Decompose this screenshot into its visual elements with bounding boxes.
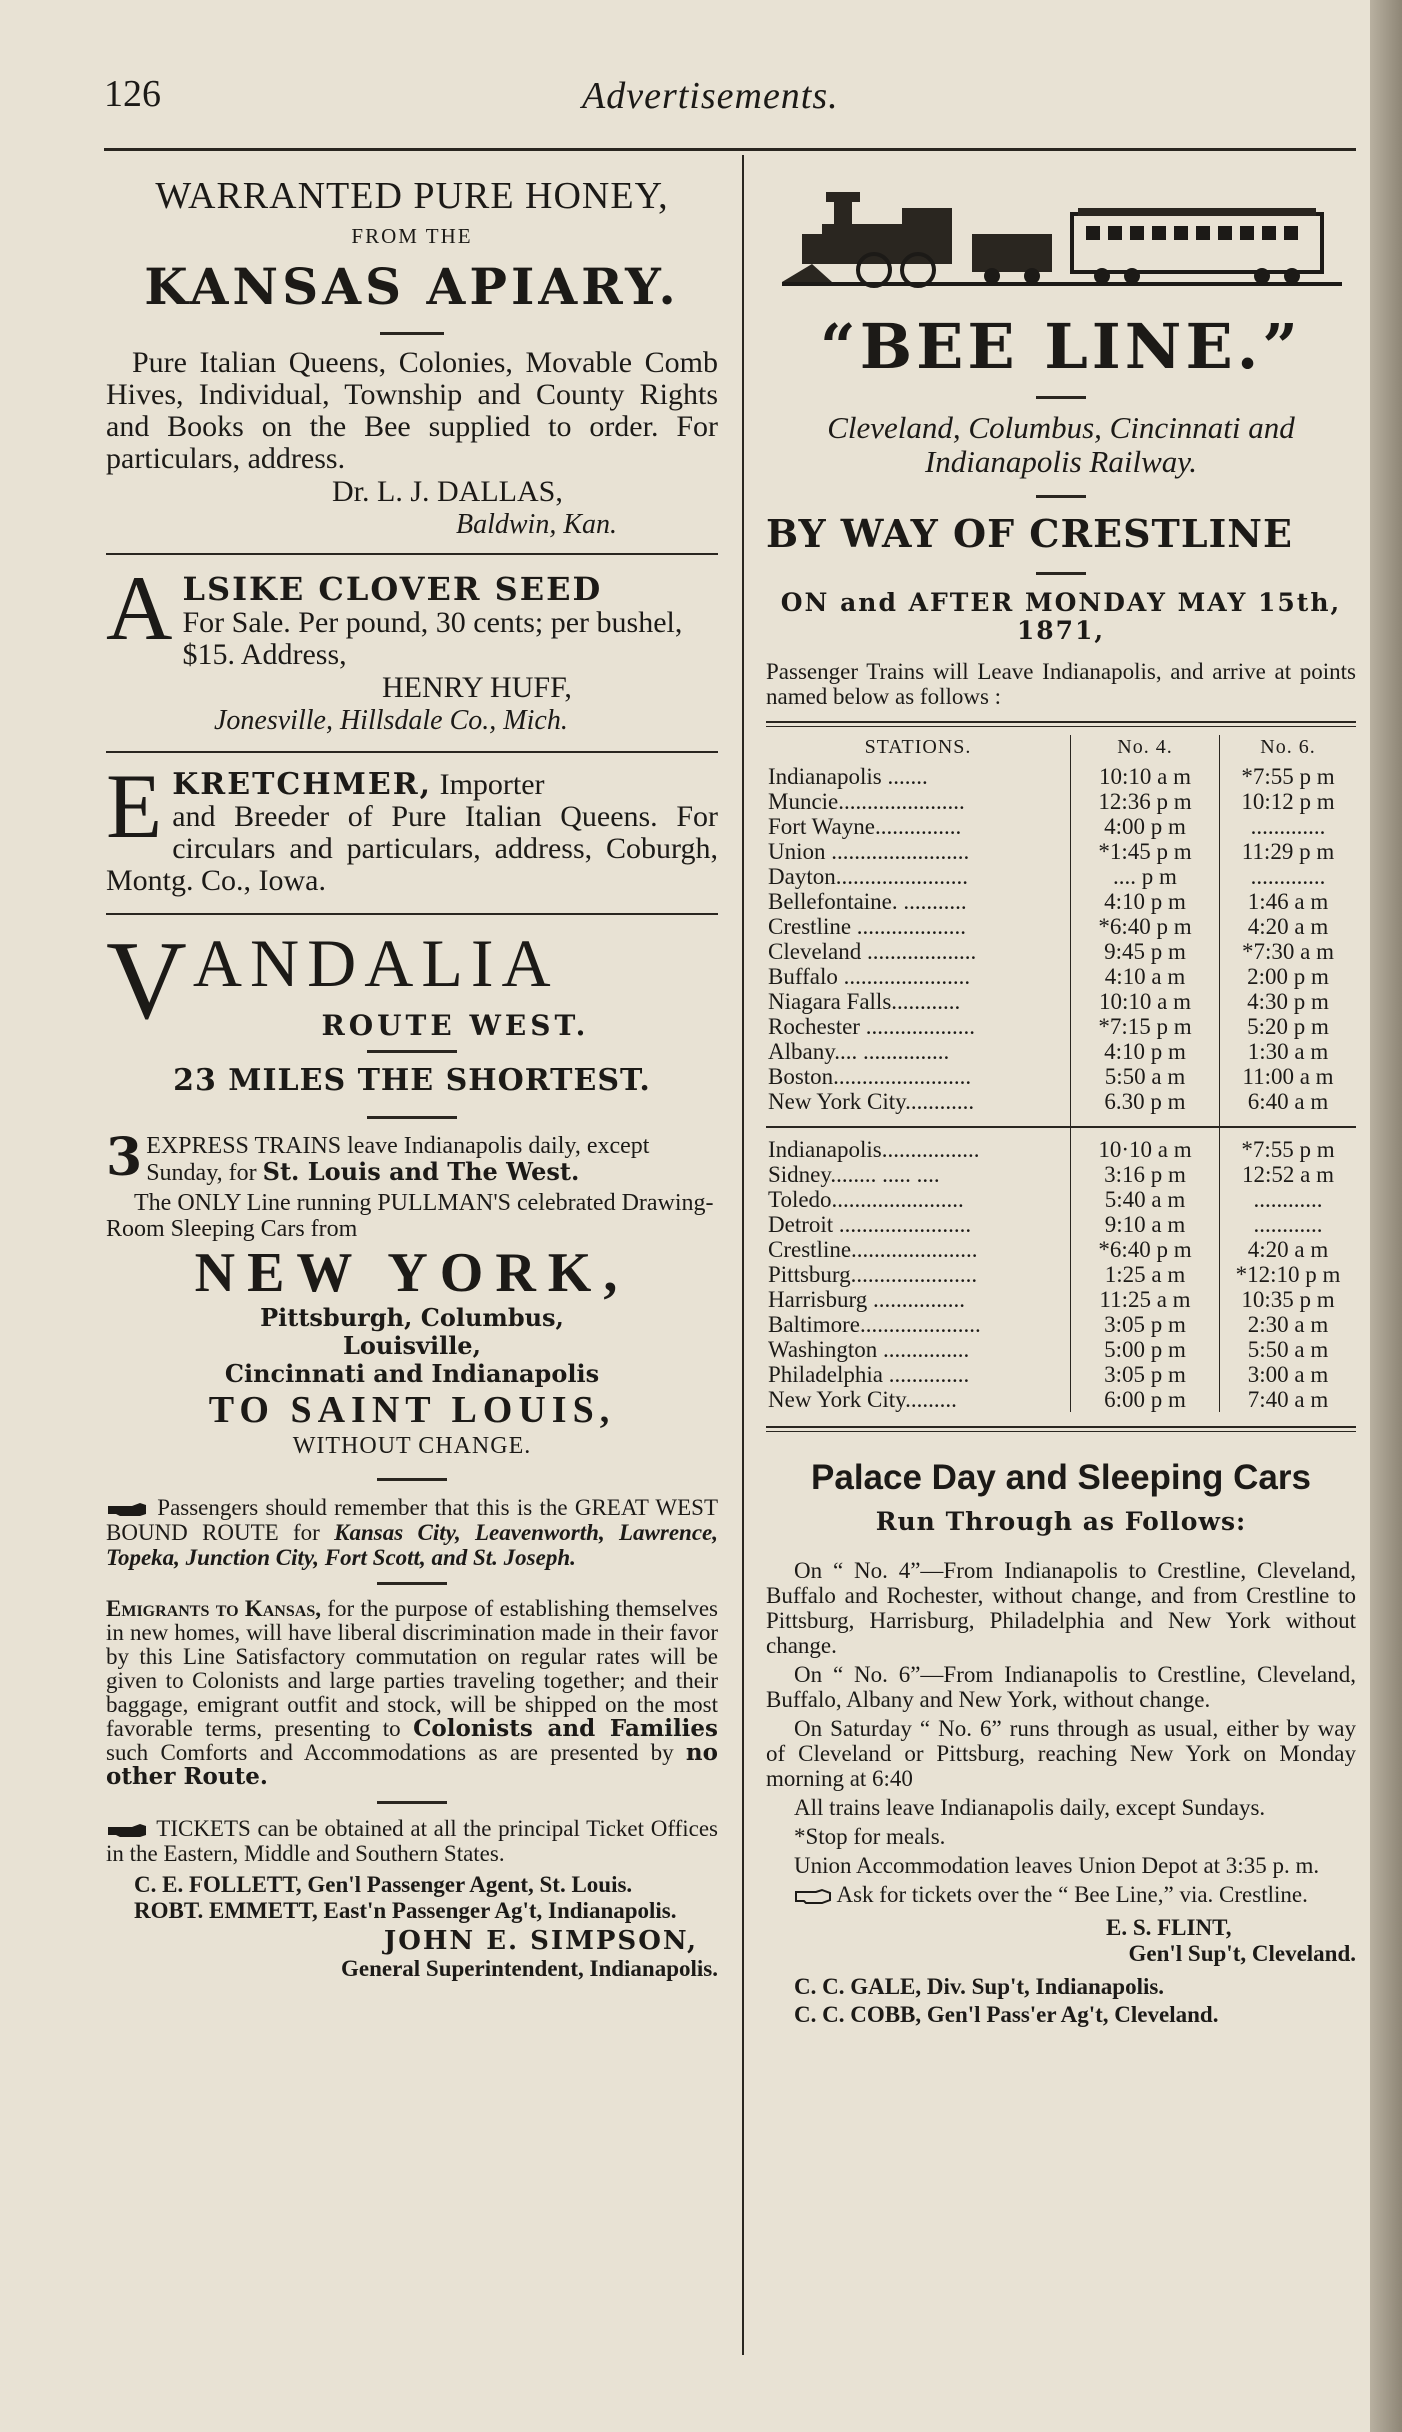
timetable-row — [766, 1312, 1356, 1337]
locomotive-illustration — [782, 178, 1356, 306]
pointing-hand-icon — [794, 1888, 832, 1906]
timetable-row — [766, 1014, 1356, 1039]
express-destination: St. Louis and The West. — [262, 1157, 580, 1186]
alsike-ad — [106, 565, 718, 737]
timetable-row — [766, 1137, 1356, 1162]
no6-time-cell: 12:52 a m — [1242, 1162, 1334, 1187]
no6-time-cell: 6:40 a m — [1247, 1089, 1329, 1114]
new-york-headline: NEW YORK, — [194, 1242, 630, 1304]
timetable-row — [766, 1337, 1356, 1362]
short-rule — [377, 1801, 447, 1804]
double-rule — [766, 721, 1356, 727]
no4-time-cell: 3:16 p m — [1071, 1162, 1220, 1187]
emmett-agent: ROBT. EMMETT, East'n Passenger Ag't, Indianapolis. — [134, 1898, 677, 1923]
timetable-row — [766, 814, 1356, 839]
timetable-row — [766, 1162, 1356, 1187]
effective-date: ON and AFTER MONDAY MAY 15th, 1871, — [780, 588, 1342, 645]
page-number: 126 — [104, 73, 161, 115]
no4-time-cell: 11:25 a m — [1071, 1287, 1220, 1312]
alsike-name: HENRY HUFF, — [382, 671, 572, 704]
timetable-row — [766, 914, 1356, 939]
express-text: EXPRESS TRAINS leave Indianapolis daily, except Sunday, for — [146, 1133, 650, 1186]
note-no4: On “ No. 4”—From Indianapolis to Crestline, Cleveland, Buffalo and Rochester, without change, and from Crestline to Pittsburg, Harrisburg, Philadelphia and New York without change. — [766, 1558, 1356, 1658]
note-union: Union Accommodation leaves Union Depot at 3:35 p. m. — [794, 1853, 1320, 1878]
no4-time-cell: *7:15 p m — [1071, 1014, 1220, 1039]
vandalia-ad — [106, 925, 718, 1982]
no6-time-cell: 4:30 p m — [1247, 989, 1329, 1014]
vandalia-route-west: ROUTE WEST. — [321, 1009, 590, 1042]
pointing-hand-icon — [106, 1822, 150, 1840]
no6-time-cell: 4:20 a m — [1247, 914, 1329, 939]
timetable-intro: Passenger Trains will Leave Indianapolis, and arrive at points named below as follows : — [766, 659, 1356, 709]
station-cell: Muncie...................... — [766, 789, 1071, 814]
no6-time-cell: ............ — [1253, 1212, 1323, 1237]
station-cell: Indianapolis ....... — [766, 764, 1071, 789]
timetable-row — [766, 1287, 1356, 1312]
passengers-destinations: Kansas City, Leavenworth, Lawrence, Topeka, Junction City, Fort Scott, and St. Joseph. — [106, 1520, 718, 1570]
no4-time-cell: 4:00 p m — [1071, 814, 1220, 839]
timetable-row — [766, 1237, 1356, 1262]
short-rule — [367, 1116, 457, 1119]
express-dropcap: 3 — [106, 1133, 143, 1186]
cities-line-3: Cincinnati and Indianapolis — [224, 1359, 600, 1388]
timetable-row — [766, 1064, 1356, 1089]
short-rule — [377, 1582, 447, 1585]
divider — [106, 553, 718, 555]
timetable-row — [766, 789, 1356, 814]
col-no4: No. 4. — [1071, 735, 1220, 764]
short-rule — [1036, 572, 1086, 575]
emigrants-colonists: Colonists and Families — [413, 1715, 718, 1742]
page-edge — [1370, 0, 1402, 2432]
emigrants-text: for the purpose of establishing themselves in new homes, will have liberal discrimination made in their favor by this Line Satisfactory commutation on regular rates will be given to Colonists and large parties traveling together; and their baggage, emigrant outfit and stock, will be shipped on the most favorable terms, presenting to — [106, 1596, 718, 1741]
no6-time-cell: *12:10 p m — [1235, 1262, 1341, 1287]
station-cell: Detroit ....................... — [766, 1212, 1071, 1237]
timetable — [766, 735, 1356, 1412]
no4-time-cell: 5:40 a m — [1071, 1187, 1220, 1212]
simpson-title: General Superintendent, Indianapolis. — [340, 1956, 718, 1981]
alsike-headline: LSIKE CLOVER SEED — [182, 570, 603, 608]
timetable-row — [766, 1089, 1356, 1114]
timetable-row — [766, 1362, 1356, 1387]
station-cell: Fort Wayne............... — [766, 814, 1071, 839]
station-cell: Crestline...................... — [766, 1237, 1071, 1262]
no4-time-cell: 4:10 p m — [1071, 889, 1220, 914]
simpson-name: JOHN E. SIMPSON, — [383, 1926, 698, 1956]
timetable-row — [766, 839, 1356, 864]
no4-time-cell: *6:40 p m — [1071, 1237, 1220, 1262]
kretchmer-dropcap: E — [106, 763, 163, 857]
timetable-row — [766, 1387, 1356, 1412]
alsike-dropcap: A — [106, 565, 173, 659]
palace-cars-heading: Palace Day and Sleeping Cars — [811, 1458, 1311, 1497]
no4-time-cell: 5:50 a m — [1071, 1064, 1220, 1089]
no6-time-cell: ............ — [1253, 1187, 1323, 1212]
timetable-row — [766, 939, 1356, 964]
without-change: WITHOUT CHANGE. — [292, 1433, 532, 1459]
railway-name: Cleveland, Columbus, Cincinnati and Indianapolis Railway. — [827, 410, 1295, 479]
station-cell: Union ........................ — [766, 839, 1071, 864]
no6-time-cell: 2:30 a m — [1247, 1312, 1329, 1337]
emigrants-lead: Emigrants to Kansas, — [106, 1596, 321, 1621]
station-cell: Indianapolis................. — [766, 1137, 1071, 1162]
note-no6: On “ No. 6”—From Indianapolis to Crestline, Cleveland, Buffalo, Albany and New York, without change. — [766, 1662, 1356, 1712]
honey-body: Pure Italian Queens, Colonies, Movable Comb Hives, Individual, Township and County Rights and Books on the Bee supplied to order. For particulars, address. — [106, 346, 718, 475]
no4-time-cell: 9:10 a m — [1071, 1212, 1220, 1237]
no4-time-cell: 4:10 p m — [1071, 1039, 1220, 1064]
station-cell: Buffalo ...................... — [766, 964, 1071, 989]
right-column — [766, 160, 1356, 2029]
flint-name: E. S. FLINT, — [1106, 1915, 1232, 1940]
station-cell: Harrisburg ................ — [766, 1287, 1071, 1312]
kretchmer-body: and Breeder of Pure Italian Queens. For circulars and particulars, address, Coburgh, Montg. Co., Iowa. — [106, 800, 718, 897]
no6-time-cell: *7:30 a m — [1242, 939, 1334, 964]
cobb-agent: C. C. COBB, Gen'l Pass'er Ag't, Cleveland. — [794, 2002, 1219, 2027]
timetable-row — [766, 864, 1356, 889]
tickets-text: TICKETS can be obtained at all the principal Ticket Offices in the Eastern, Middle and Southern States. — [106, 1816, 718, 1866]
kretchmer-name: KRETCHMER, — [172, 767, 433, 802]
flint-title: Gen'l Sup't, Cleveland. — [1128, 1941, 1356, 1966]
no4-time-cell: 10·10 a m — [1071, 1137, 1220, 1162]
no6-time-cell: 5:50 a m — [1247, 1337, 1329, 1362]
timetable-row — [766, 1212, 1356, 1237]
no4-time-cell: 6:00 p m — [1071, 1387, 1220, 1412]
no4-time-cell: 9:45 p m — [1071, 939, 1220, 964]
honey-from: FROM THE — [351, 224, 473, 248]
no4-time-cell: *6:40 p m — [1071, 914, 1220, 939]
timetable-row — [766, 964, 1356, 989]
honey-ad — [106, 174, 718, 541]
no4-time-cell: 10:10 a m — [1071, 989, 1220, 1014]
divider — [106, 751, 718, 753]
station-cell: Toledo....................... — [766, 1187, 1071, 1212]
station-cell: Washington ............... — [766, 1337, 1071, 1362]
passengers-text: Passengers should remember that this is the GREAT WEST BOUND ROUTE for — [106, 1495, 719, 1545]
pointing-hand-icon — [106, 1501, 150, 1519]
no6-time-cell: 10:12 p m — [1241, 789, 1335, 814]
by-way-of-crestline: BY WAY OF CRESTLINE — [766, 511, 1294, 556]
no6-time-cell: 11:00 a m — [1242, 1064, 1334, 1089]
timetable-row — [766, 889, 1356, 914]
timetable-row — [766, 1187, 1356, 1212]
note-saturday: On Saturday “ No. 6” runs through as usual, either by way of Cleveland or Pittsburg, reaching New York on Monday morning at 6:40 — [766, 1716, 1356, 1791]
short-rule — [377, 1478, 447, 1481]
no6-time-cell: 7:40 a m — [1247, 1387, 1329, 1412]
no4-time-cell: 1:25 a m — [1071, 1262, 1220, 1287]
bee-line-title: “BEE LINE.” — [820, 310, 1302, 383]
station-cell: Philadelphia .............. — [766, 1362, 1071, 1387]
no4-time-cell: *1:45 p m — [1071, 839, 1220, 864]
no4-time-cell: 5:00 p m — [1071, 1337, 1220, 1362]
pullman-text: The ONLY Line running PULLMAN'S celebrated Drawing-Room Sleeping Cars from — [106, 1190, 714, 1242]
cities-line-2: Louisville, — [343, 1331, 481, 1360]
cities-line-1: Pittsburgh, Columbus, — [260, 1303, 564, 1332]
divider — [106, 913, 718, 915]
station-cell: Crestline ................... — [766, 914, 1071, 939]
station-cell: New York City............ — [766, 1089, 1071, 1114]
no6-time-cell: ............. — [1250, 814, 1326, 839]
no6-time-cell: *7:55 p m — [1241, 1137, 1335, 1162]
no4-time-cell: 3:05 p m — [1071, 1312, 1220, 1337]
vandalia-dropcap: V — [106, 925, 187, 1042]
no4-time-cell: 3:05 p m — [1071, 1362, 1220, 1387]
no4-time-cell: .... p m — [1071, 864, 1220, 889]
no6-time-cell: 1:30 a m — [1247, 1039, 1329, 1064]
station-cell: Niagara Falls............ — [766, 989, 1071, 1014]
double-rule — [766, 1426, 1356, 1432]
no4-time-cell: 12:36 p m — [1071, 789, 1220, 814]
no4-time-cell: 4:10 a m — [1071, 964, 1220, 989]
vandalia-shortest: 23 MILES THE SHORTEST. — [173, 1063, 651, 1098]
station-cell: Albany.... ............... — [766, 1039, 1071, 1064]
short-rule — [380, 332, 444, 335]
follett-agent: C. E. FOLLETT, Gen'l Passenger Agent, St. Louis. — [134, 1872, 633, 1897]
vandalia-headline: ANDALIA — [192, 925, 559, 1001]
run-through-heading: Run Through as Follows: — [875, 1507, 1247, 1536]
station-cell: Cleveland ................... — [766, 939, 1071, 964]
emigrants-no-other-route: no other Route. — [106, 1739, 718, 1790]
honey-headline: WARRANTED PURE HONEY, — [155, 175, 669, 217]
column-divider — [742, 155, 744, 2355]
station-cell: Boston........................ — [766, 1064, 1071, 1089]
left-column — [106, 160, 718, 1982]
station-cell: Baltimore..................... — [766, 1312, 1071, 1337]
honey-kansas-apiary: KANSAS APIARY. — [144, 257, 680, 316]
kretchmer-ad — [106, 763, 718, 897]
honey-name: Dr. L. J. DALLAS, — [332, 475, 563, 508]
col-stations: STATIONS. — [766, 735, 1071, 764]
kretchmer-importer: Importer — [432, 768, 545, 801]
no4-time-cell: 10:10 a m — [1071, 764, 1220, 789]
station-cell: New York City......... — [766, 1387, 1071, 1412]
note-stop-for-meals: *Stop for meals. — [794, 1824, 946, 1849]
no4-time-cell: 6.30 p m — [1071, 1089, 1220, 1114]
no6-time-cell: 10:35 p m — [1241, 1287, 1335, 1312]
station-cell: Sidney........ ..... .... — [766, 1162, 1071, 1187]
short-rule — [367, 1050, 457, 1053]
page-header — [104, 72, 1344, 132]
col-no6: No. 6. — [1260, 736, 1316, 758]
no6-time-cell: *7:55 p m — [1241, 764, 1335, 789]
honey-place: Baldwin, Kan. — [456, 509, 618, 540]
alsike-body: For Sale. Per pound, 30 cents; per bushel, $15. Address, — [182, 606, 683, 671]
page-title: Advertisements. — [582, 75, 839, 117]
no6-time-cell: 4:20 a m — [1247, 1237, 1329, 1262]
no6-time-cell: 2:00 p m — [1247, 964, 1329, 989]
station-cell: Rochester ................... — [766, 1014, 1071, 1039]
short-rule — [1036, 495, 1086, 498]
alsike-place: Jonesville, Hillsdale Co., Mich. — [214, 705, 568, 736]
note-daily: All trains leave Indianapolis daily, except Sundays. — [794, 1795, 1266, 1820]
station-cell: Bellefontaine. ........... — [766, 889, 1071, 914]
short-rule — [1036, 396, 1086, 399]
no6-time-cell: 11:29 p m — [1241, 839, 1335, 864]
emigrants-text-2: such Comforts and Accommodations as are presented by — [106, 1740, 674, 1765]
no6-time-cell: ............. — [1250, 864, 1326, 889]
gale-agent: C. C. GALE, Div. Sup't, Indianapolis. — [794, 1974, 1165, 1999]
no6-time-cell: 5:20 p m — [1247, 1014, 1329, 1039]
note-ask-tickets: Ask for tickets over the “ Bee Line,” via. Crestline. — [836, 1882, 1308, 1907]
station-cell: Dayton....................... — [766, 864, 1071, 889]
station-cell: Pittsburg...................... — [766, 1262, 1071, 1287]
timetable-row — [766, 764, 1356, 789]
to-saint-louis: TO SAINT LOUIS, — [208, 1389, 616, 1431]
header-rule — [104, 148, 1356, 151]
timetable-row — [766, 989, 1356, 1014]
no6-time-cell: 3:00 a m — [1247, 1362, 1329, 1387]
no6-time-cell: 1:46 a m — [1247, 889, 1329, 914]
timetable-row — [766, 1262, 1356, 1287]
timetable-row — [766, 1039, 1356, 1064]
